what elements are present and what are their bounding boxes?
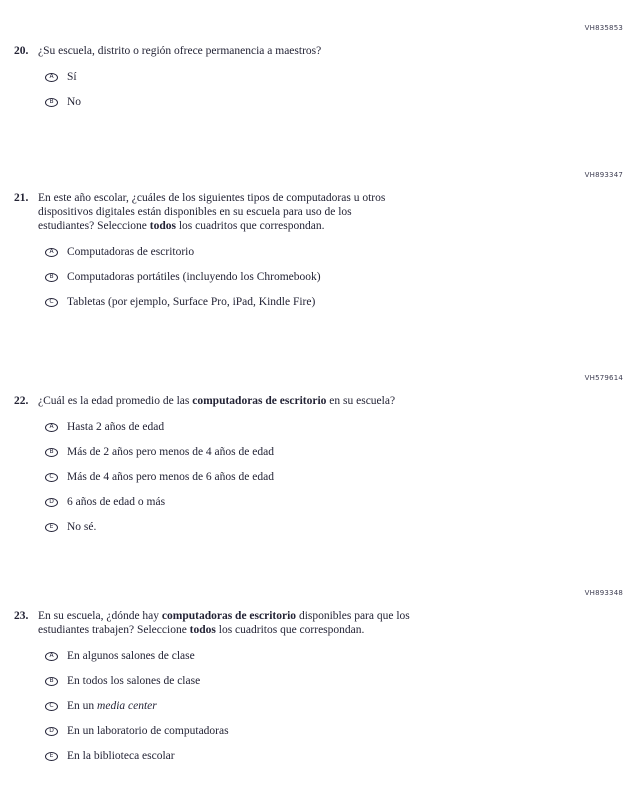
question-number: 23. bbox=[14, 610, 29, 622]
option-label bbox=[67, 675, 200, 687]
answer-option-a[interactable] bbox=[45, 649, 623, 663]
question-text bbox=[38, 609, 410, 637]
question-line bbox=[38, 394, 395, 408]
text-run: disponibles para que los bbox=[296, 610, 410, 622]
option-label bbox=[67, 271, 321, 283]
item-code: VH893347 bbox=[584, 171, 623, 179]
answer-option-a[interactable] bbox=[45, 245, 623, 259]
question-number: 21. bbox=[14, 192, 29, 204]
question bbox=[14, 191, 623, 233]
bold-text-run: todos bbox=[149, 220, 176, 232]
option-label bbox=[67, 296, 315, 308]
answer-option-a[interactable] bbox=[45, 420, 623, 434]
text-run: dispositivos digitales están disponibles en su escuela para uso de los bbox=[38, 206, 352, 218]
answer-option-d[interactable] bbox=[45, 724, 623, 738]
option-label bbox=[67, 521, 96, 533]
bold-text-run: todos bbox=[189, 624, 216, 636]
option-bubble-icon[interactable]: A bbox=[45, 248, 58, 257]
answer-option-d[interactable] bbox=[45, 495, 623, 509]
bold-text-run: computadoras de escritorio bbox=[192, 395, 327, 407]
question-line bbox=[38, 609, 410, 623]
option-bubble-icon[interactable]: A bbox=[45, 652, 58, 661]
option-label bbox=[67, 496, 165, 508]
question-line bbox=[38, 44, 321, 58]
option-label bbox=[67, 71, 77, 83]
question-section-22 bbox=[14, 374, 623, 534]
option-bubble-icon[interactable]: C bbox=[45, 298, 58, 307]
italic-text-run: media center bbox=[97, 700, 157, 712]
answer-option-e[interactable] bbox=[45, 520, 623, 534]
text-run: estudiantes? Seleccione bbox=[38, 220, 150, 232]
question-line bbox=[38, 191, 385, 205]
questionnaire-page bbox=[0, 24, 627, 795]
question bbox=[14, 394, 623, 408]
option-bubble-icon[interactable]: D bbox=[45, 498, 58, 507]
text-run: en su escuela? bbox=[326, 395, 396, 407]
answer-option-c[interactable] bbox=[45, 295, 623, 309]
option-label bbox=[67, 700, 157, 712]
text-run: Computadoras de escritorio bbox=[67, 246, 195, 258]
option-label bbox=[67, 246, 194, 258]
question-number: 20. bbox=[14, 45, 29, 57]
text-run: En su escuela, ¿dónde hay bbox=[38, 610, 162, 622]
question-section-23 bbox=[14, 589, 623, 763]
option-label bbox=[67, 471, 274, 483]
text-run: ¿Cuál es la edad promedio de las bbox=[38, 395, 193, 407]
answer-option-c[interactable] bbox=[45, 699, 623, 713]
option-bubble-icon[interactable]: B bbox=[45, 273, 58, 282]
answer-options bbox=[45, 649, 623, 763]
option-label bbox=[67, 650, 195, 662]
text-run: estudiantes trabajen? Seleccione bbox=[38, 624, 190, 636]
option-bubble-icon[interactable]: A bbox=[45, 423, 58, 432]
answer-options bbox=[45, 420, 623, 534]
text-run: ¿Su escuela, distrito o región ofrece permanencia a maestros? bbox=[38, 45, 322, 57]
option-bubble-icon[interactable]: E bbox=[45, 523, 58, 532]
option-bubble-icon[interactable]: B bbox=[45, 677, 58, 686]
answer-option-c[interactable] bbox=[45, 470, 623, 484]
option-bubble-icon[interactable]: B bbox=[45, 98, 58, 107]
item-code: VH579614 bbox=[584, 374, 623, 382]
question-section-21 bbox=[14, 171, 623, 309]
text-run: Computadoras portátiles (incluyendo los Chromebook) bbox=[67, 271, 321, 283]
text-run: En todos los salones de clase bbox=[67, 675, 201, 687]
question-text bbox=[38, 394, 395, 408]
question-section-20 bbox=[14, 24, 623, 109]
question bbox=[14, 44, 623, 58]
question-number: 22. bbox=[14, 395, 29, 407]
question-line bbox=[38, 219, 385, 233]
text-run: Tabletas (por ejemplo, Surface Pro, iPad, Kindle Fire) bbox=[67, 296, 316, 308]
text-run: No bbox=[67, 96, 82, 108]
answer-option-e[interactable] bbox=[45, 749, 623, 763]
text-run: En un bbox=[67, 700, 98, 712]
option-bubble-icon[interactable]: E bbox=[45, 752, 58, 761]
text-run: En la biblioteca escolar bbox=[67, 750, 175, 762]
question-text bbox=[38, 44, 321, 58]
option-label bbox=[67, 421, 164, 433]
text-run: En algunos salones de clase bbox=[67, 650, 195, 662]
answer-options bbox=[45, 70, 623, 109]
text-run: En un laboratorio de computadoras bbox=[67, 725, 229, 737]
answer-options bbox=[45, 245, 623, 309]
text-run: los cuadritos que correspondan. bbox=[175, 220, 325, 232]
answer-option-b[interactable] bbox=[45, 674, 623, 688]
item-code: VH893348 bbox=[584, 589, 623, 597]
answer-option-b[interactable] bbox=[45, 270, 623, 284]
question-text bbox=[38, 191, 385, 233]
option-bubble-icon[interactable]: C bbox=[45, 702, 58, 711]
option-bubble-icon[interactable]: D bbox=[45, 727, 58, 736]
bold-text-run: computadoras de escritorio bbox=[161, 610, 297, 622]
option-label bbox=[67, 725, 229, 737]
text-run: Más de 4 años pero menos de 6 años de edad bbox=[67, 471, 274, 483]
option-bubble-icon[interactable]: C bbox=[45, 473, 58, 482]
answer-option-b[interactable] bbox=[45, 445, 623, 459]
text-run: Sí bbox=[67, 71, 77, 83]
answer-option-b[interactable] bbox=[45, 95, 623, 109]
option-bubble-icon[interactable]: A bbox=[45, 73, 58, 82]
question bbox=[14, 609, 623, 637]
text-run: Más de 2 años pero menos de 4 años de edad bbox=[67, 446, 274, 458]
text-run: No sé. bbox=[67, 521, 97, 533]
question-line bbox=[38, 205, 385, 219]
option-bubble-icon[interactable]: B bbox=[45, 448, 58, 457]
text-run: los cuadritos que correspondan. bbox=[215, 624, 365, 636]
question-line bbox=[38, 623, 410, 637]
text-run: 6 años de edad o más bbox=[67, 496, 166, 508]
text-run: Hasta 2 años de edad bbox=[67, 421, 165, 433]
option-label bbox=[67, 96, 81, 108]
answer-option-a[interactable] bbox=[45, 70, 623, 84]
item-code: VH835853 bbox=[584, 24, 623, 32]
option-label bbox=[67, 750, 175, 762]
text-run: En este año escolar, ¿cuáles de los siguientes tipos de computadoras u otros bbox=[38, 192, 386, 204]
option-label bbox=[67, 446, 274, 458]
